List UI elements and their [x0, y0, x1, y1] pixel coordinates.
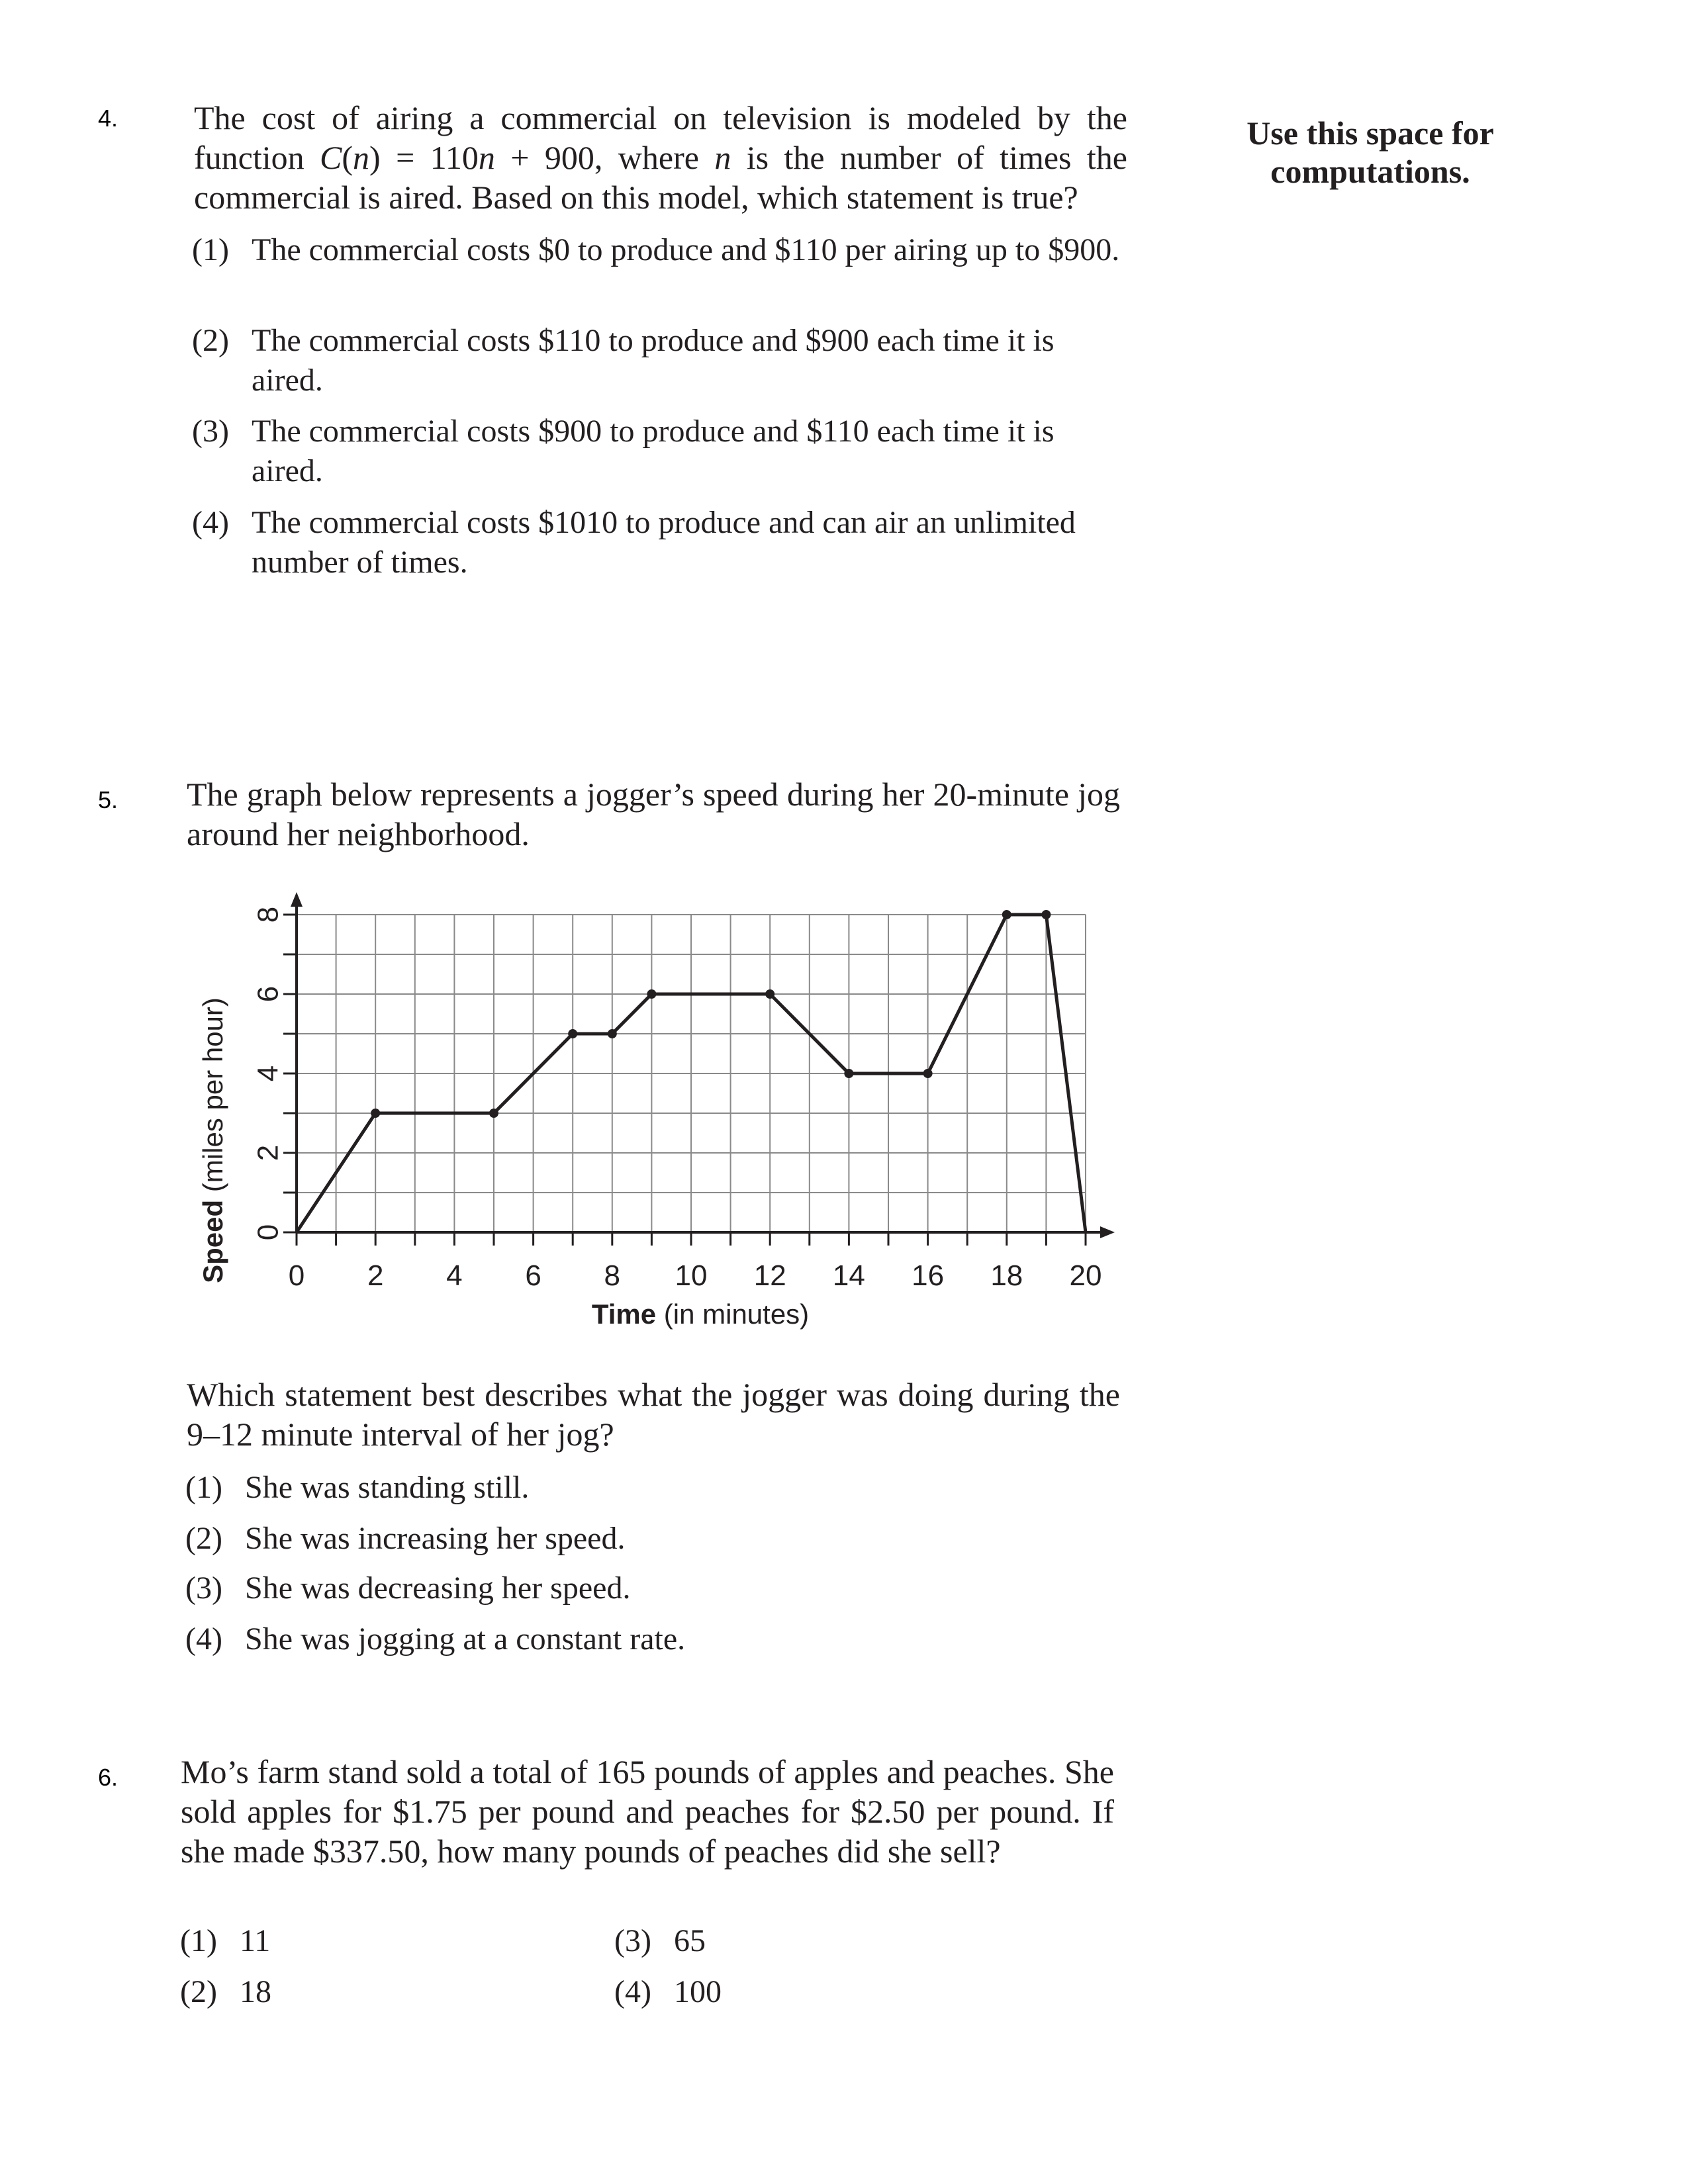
data-point: [568, 1029, 577, 1038]
y-tick-label: 4: [252, 1065, 285, 1082]
option-number: (2): [180, 1974, 217, 2009]
question-4-number: 4.: [98, 105, 118, 132]
y-axis-label: Speed (miles per hour): [197, 997, 228, 1283]
option-number: (1): [180, 1923, 217, 1958]
question-5-number: 5.: [98, 786, 118, 813]
question-5-option-2[interactable]: [185, 1519, 1125, 1559]
option-number: (2): [192, 323, 229, 358]
option-text: 18: [240, 1974, 271, 2009]
option-text: 100: [674, 1974, 722, 2009]
x-tick-label: 10: [675, 1259, 708, 1292]
x-axis-arrow: [1100, 1226, 1115, 1238]
y-tick-label: 8: [252, 906, 285, 923]
data-point: [1041, 910, 1051, 919]
question-6-number: 6.: [98, 1764, 118, 1791]
data-point: [1002, 910, 1011, 919]
x-tick-label: 16: [912, 1259, 945, 1292]
option-number: (4): [614, 1974, 651, 2009]
x-axis-label: Time (in minutes): [591, 1298, 810, 1330]
option-text: The commercial costs $900 to produce and $110 each time it is aired.: [252, 414, 1055, 488]
x-tick-label: 2: [367, 1259, 384, 1292]
x-tick-label: 18: [990, 1259, 1023, 1292]
x-tick-label: 6: [525, 1259, 541, 1292]
question-6-option-3[interactable]: [614, 1921, 1011, 1961]
question-6-stem: Mo’s farm stand sold a total of 165 pounds of apples and peaches. She sold apples for $1.75 per pound and peaches for $2.50 per pound. If she made $337.50, how many pounds of peaches did she sell?: [181, 1753, 1114, 1870]
option-number: (3): [185, 1570, 222, 1606]
option-number: (4): [192, 505, 229, 540]
computation-note-line1: Use this space for: [1246, 114, 1494, 152]
data-point: [765, 989, 774, 999]
x-tick-label: 8: [604, 1259, 621, 1292]
question-5-option-3[interactable]: [185, 1569, 1125, 1608]
chart-grid: [297, 915, 1086, 1232]
option-number: (3): [192, 414, 229, 449]
option-text: The commercial costs $110 to produce and $900 each time it is aired.: [252, 323, 1055, 398]
data-point: [647, 989, 656, 999]
option-text: The commercial costs $1010 to produce and can air an unlimited number of times.: [252, 505, 1076, 580]
data-point: [923, 1069, 933, 1078]
option-text: 65: [674, 1923, 706, 1958]
question-6-option-1[interactable]: [180, 1921, 577, 1961]
computation-space-note: [1192, 114, 1549, 191]
option-text: She was jogging at a constant rate.: [245, 1621, 686, 1657]
y-tick-label: 2: [252, 1144, 285, 1161]
question-4-option-3[interactable]: [192, 412, 1132, 491]
x-tick-label: 14: [832, 1259, 865, 1292]
question-4-option-2[interactable]: [192, 321, 1132, 400]
x-tick-label: 12: [753, 1259, 786, 1292]
data-point: [844, 1069, 853, 1078]
option-number: (2): [185, 1521, 222, 1556]
jogger-speed-chart: [179, 880, 1145, 1357]
option-number: (3): [614, 1923, 651, 1958]
question-5-stem: The graph below represents a jogger’s speed during her 20-minute jog around her neighborhood.: [187, 776, 1120, 852]
data-point: [371, 1109, 380, 1118]
option-number: (1): [185, 1470, 222, 1505]
option-number: (1): [192, 232, 229, 267]
x-tick-label: 20: [1069, 1259, 1102, 1292]
y-axis-arrow: [291, 892, 303, 907]
question-5-prompt: Which statement best describes what the jogger was doing during the 9–12 minute interval of her jog?: [187, 1376, 1120, 1453]
option-text: She was increasing her speed.: [245, 1521, 626, 1556]
data-point: [489, 1109, 498, 1118]
question-5-option-4[interactable]: [185, 1619, 1125, 1659]
chart-ticks: [252, 907, 1102, 1292]
option-text: She was standing still.: [245, 1470, 530, 1505]
question-4-option-4[interactable]: [192, 503, 1132, 582]
x-tick-label: 4: [446, 1259, 463, 1292]
computation-note-line2: computations.: [1270, 153, 1470, 190]
question-4-stem: The cost of airing a commercial on television is modeled by the function C(n) = 110n + 900, where n is the number of times the commercial is aired. Based on this model, which statement is true?: [194, 99, 1127, 216]
option-text: 11: [240, 1923, 271, 1958]
option-text: The commercial costs $0 to produce and $110 per airing up to $900.: [252, 232, 1120, 267]
question-6-option-4[interactable]: [614, 1972, 1011, 2012]
question-5-option-1[interactable]: [185, 1468, 1125, 1508]
option-text: She was decreasing her speed.: [245, 1570, 631, 1606]
option-number: (4): [185, 1621, 222, 1657]
question-6-option-2[interactable]: [180, 1972, 577, 2012]
x-tick-label: 0: [288, 1259, 305, 1292]
y-tick-label: 6: [252, 985, 285, 1003]
y-tick-label: 0: [252, 1224, 285, 1241]
data-point: [608, 1029, 617, 1038]
question-4-option-1[interactable]: [192, 230, 1132, 270]
